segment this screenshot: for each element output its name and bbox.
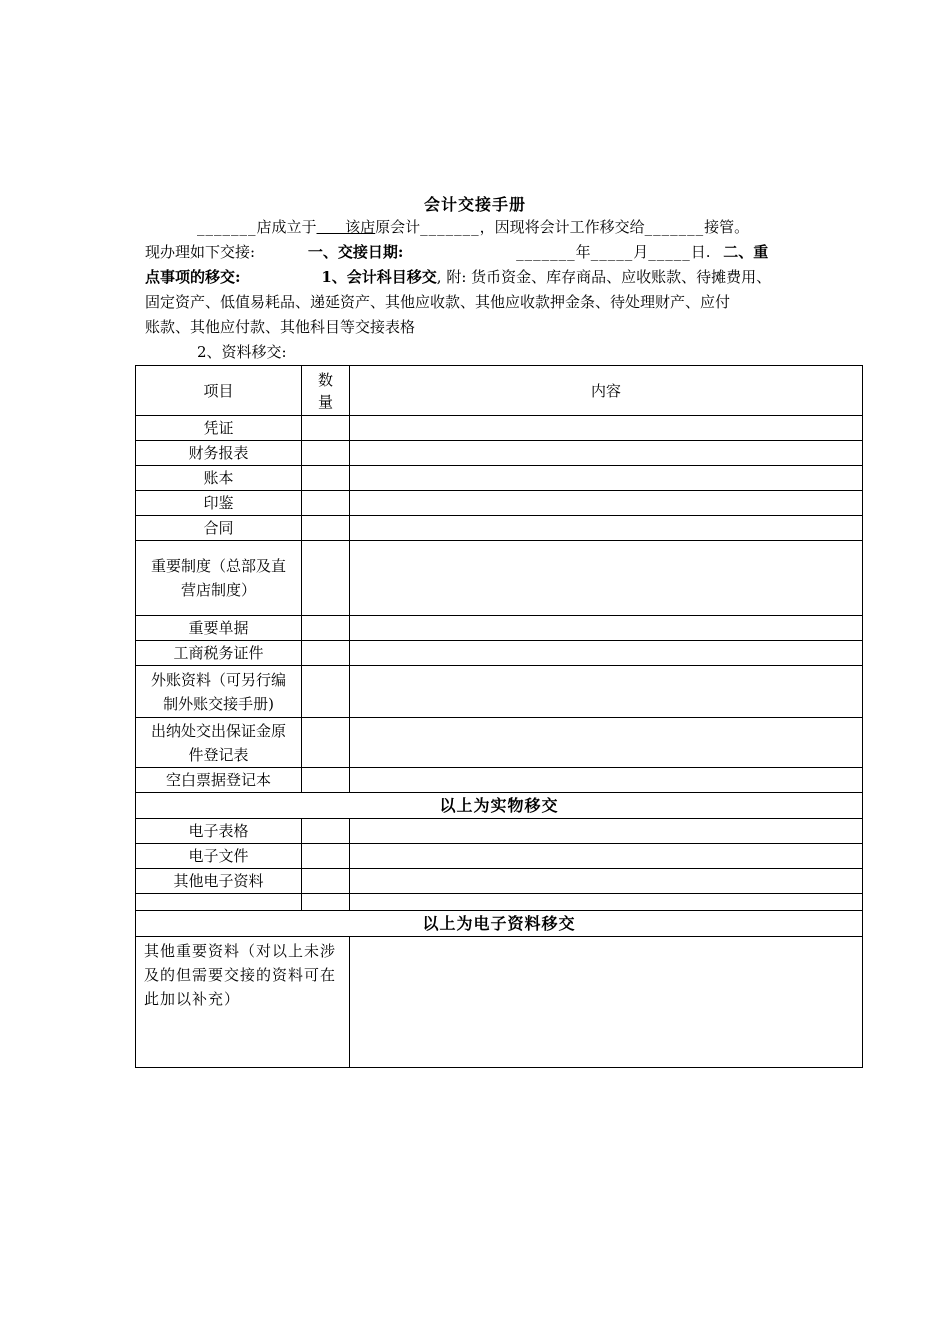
section-2-line [145,266,771,287]
section-2-heading-a: 二、重 [723,243,769,261]
row-label: 工商税务证件 [136,641,302,666]
item-1-end: 账款、其他应付款、其他科目等交接表格 [145,318,416,336]
year-label: 年 [575,243,591,261]
intro-underlined-store: 该店 [316,218,376,236]
row-label: 外账资料（可另行编制外账交接手册) [136,666,302,718]
month-blank: _____ [590,243,634,261]
qty-cell[interactable] [302,416,350,441]
qty-cell[interactable] [302,616,350,641]
section-1-heading: 一、交接日期: [307,243,404,261]
content-cell[interactable] [350,666,863,718]
row-label: 重要制度（总部及直营店制度） [136,541,302,616]
month-label: 月 [633,243,649,261]
section-2-heading-b: 点事项的移交: [145,268,241,286]
content-cell[interactable] [350,516,863,541]
row-label: 合同 [136,516,302,541]
content-cell[interactable] [350,869,863,894]
qty-cell[interactable] [302,466,350,491]
content-cell[interactable] [350,894,863,911]
content-cell[interactable] [350,616,863,641]
qty-cell[interactable] [302,894,350,911]
item-1-text: , 附: 货币资金、库存商品、应收账款、待摊费用、 [436,268,772,286]
qty-cell[interactable] [302,718,350,768]
qty-cell[interactable] [302,541,350,616]
content-cell[interactable] [350,819,863,844]
row-label: 重要单据 [136,616,302,641]
intro-line [197,216,749,237]
content-cell[interactable] [350,416,863,441]
row-label: 电子表格 [136,819,302,844]
physical-section-label: 以上为实物移交 [136,793,863,819]
handover-table [135,365,863,1068]
header-item: 项目 [136,366,302,416]
row-label: 其他电子资料 [136,869,302,894]
document-title: 会计交接手册 [423,195,526,214]
header-qty: 数量 [302,366,350,416]
electronic-section-label: 以上为电子资料移交 [136,911,863,937]
content-cell[interactable] [350,466,863,491]
item-1-heading: 1、会计科目移交 [321,268,437,286]
intro-blank-2: _______ [420,218,480,236]
row-label[interactable] [136,894,302,911]
day-label: 日. [690,243,711,261]
other-materials-label: 其他重要资料（对以上未涉及的但需要交接的资料可在此加以补充） [136,937,350,1068]
other-materials-content[interactable] [350,937,863,1068]
handover-date-line [145,241,768,262]
header-content: 内容 [350,366,863,416]
intro-text-3: ，因现将会计工作移交给 [479,218,645,236]
qty-cell[interactable] [302,441,350,466]
row-label: 电子文件 [136,844,302,869]
qty-cell[interactable] [302,869,350,894]
row-label: 出纳处交出保证金原件登记表 [136,718,302,768]
day-blank: _____ [648,243,691,261]
row-label: 账本 [136,466,302,491]
content-cell[interactable] [350,641,863,666]
intro-blank-3: _______ [644,218,705,236]
year-blank: _______ [516,243,576,261]
row-label: 空白票据登记本 [136,768,302,793]
content-cell[interactable] [350,491,863,516]
intro-text-2: 原会计 [375,218,421,236]
content-cell[interactable] [350,441,863,466]
intro-text-4: 接管。 [704,218,750,236]
item-1-continued: 固定资产、低值易耗品、递延资产、其他应收款、其他应收款押金条、待处理财产、应付 [145,293,731,311]
qty-cell[interactable] [302,666,350,718]
qty-cell[interactable] [302,641,350,666]
intro-blank-1: _______ [197,218,257,236]
qty-cell[interactable] [302,768,350,793]
content-cell[interactable] [350,718,863,768]
handover-intro: 现办理如下交接: [145,243,256,261]
row-label: 印鉴 [136,491,302,516]
item-2-heading: 2、资料移交: [197,343,287,361]
content-cell[interactable] [350,768,863,793]
qty-cell[interactable] [302,844,350,869]
row-label: 凭证 [136,416,302,441]
content-cell[interactable] [350,541,863,616]
qty-cell[interactable] [302,516,350,541]
qty-cell[interactable] [302,819,350,844]
row-label: 财务报表 [136,441,302,466]
qty-cell[interactable] [302,491,350,516]
content-cell[interactable] [350,844,863,869]
intro-text-1: 店成立于 [256,218,317,236]
